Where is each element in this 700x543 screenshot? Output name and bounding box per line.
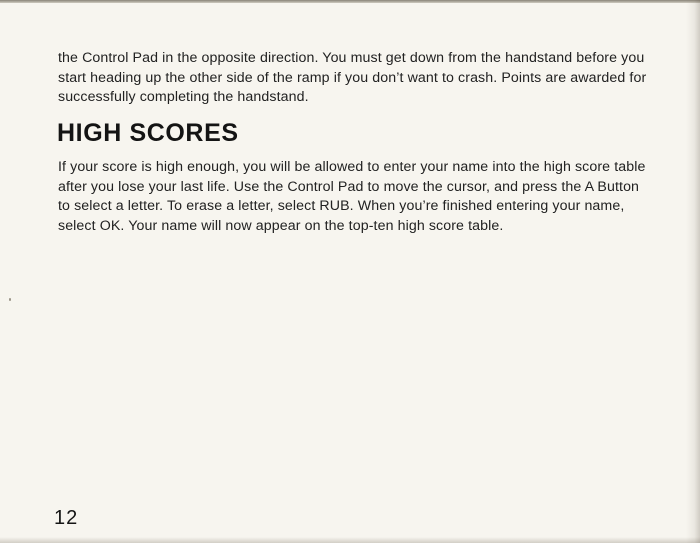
page-spine-shadow	[686, 0, 700, 543]
intro-paragraph: the Control Pad in the opposite direction. You must get down from the handstand before you start heading up the other side of the ramp if you don’t want to crash. Points are awarded for successfully completing the handstand.	[58, 50, 647, 105]
page-top-edge	[0, 0, 700, 3]
section-heading: HIGH SCORES	[57, 119, 239, 147]
paper-speck	[9, 298, 11, 301]
high-scores-paragraph: If your score is high enough, you will be allowed to enter your name into the high score table after you lose your last life. Use the Control Pad to move the cursor, and press the A Button to select a letter. To erase a letter, select RUB. When you’re finished entering your name, select OK. Your name will now appear on the top-ten high score table.	[58, 159, 646, 234]
page-number: 12	[54, 507, 79, 529]
page-bottom-edge	[0, 537, 700, 543]
